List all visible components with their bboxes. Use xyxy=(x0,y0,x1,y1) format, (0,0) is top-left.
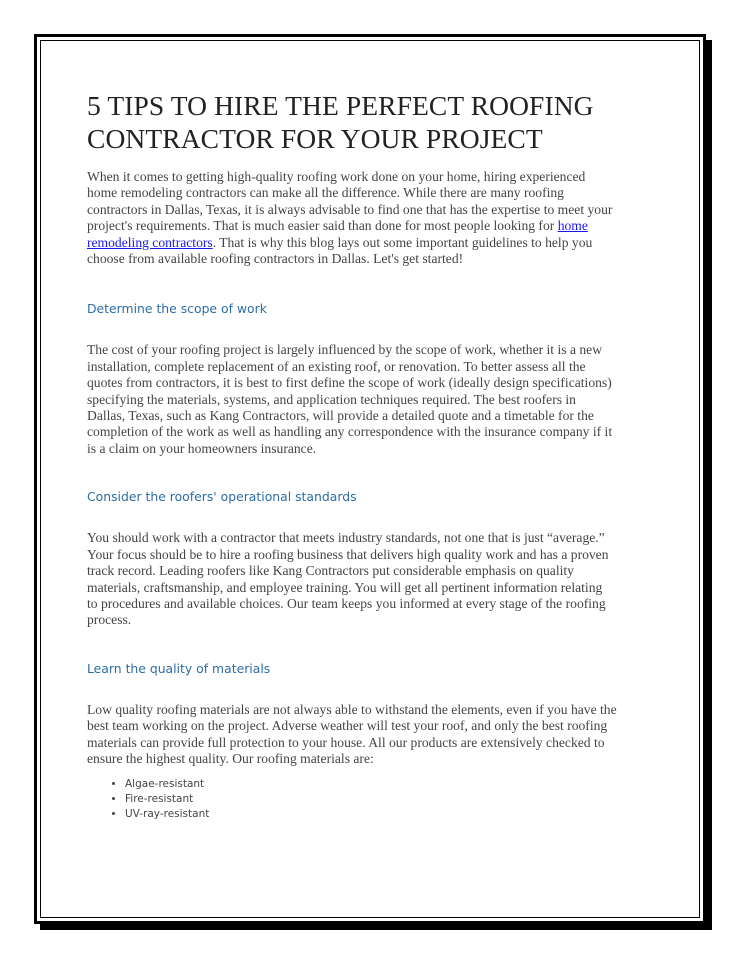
text-line: is a claim on your homeowners insurance. xyxy=(87,440,317,456)
section-paragraph xyxy=(87,530,667,628)
text-line: specifying the materials, systems, and application techniques required. The best roofers in xyxy=(87,391,576,407)
section-heading: Consider the roofers' operational standards xyxy=(87,489,357,505)
text-span: . That is why this blog lays out some important guidelines to help you xyxy=(212,234,593,250)
text-line: materials, craftsmanship, and employee training. You will get all pertinent information relating xyxy=(87,579,603,595)
text-line: track record. Leading roofers like Kang Contractors put considerable emphasis on quality xyxy=(87,563,574,579)
document-content xyxy=(87,89,667,822)
text-line: When it comes to getting high-quality roofing work done on your home, hiring experienced xyxy=(87,169,586,184)
section-heading: Determine the scope of work xyxy=(87,301,267,317)
list-item: • Fire-resistant xyxy=(125,792,667,807)
text-line: completion of the work as well as handling any correspondence with the insurance company if it xyxy=(87,424,613,440)
text-line: ensure the highest quality. Our roofing materials are: xyxy=(87,750,374,766)
list-item: • Algae-resistant xyxy=(125,777,667,792)
text-line: materials can provide full protection to your house. All our products are extensively checked to xyxy=(87,734,605,750)
intro-paragraph xyxy=(87,169,667,267)
document-page xyxy=(34,34,706,924)
text-line: process. xyxy=(87,612,132,628)
text-line: home remodeling contractors can make all the difference. While there are many roofing xyxy=(87,185,564,201)
text-line: to procedures and available choices. Our team keeps you informed at every stage of the roofing xyxy=(87,595,606,611)
text-line: Dallas, Texas, such as Kang Contractors, will provide a detailed quote and a timetable for the xyxy=(87,408,594,424)
title-line: 5 TIPS TO HIRE THE PERFECT ROOFING xyxy=(87,90,594,121)
text-line: Your focus should be to hire a roofing business that delivers high quality work and has a proven xyxy=(87,546,609,562)
text-line: Low quality roofing materials are not always able to withstand the elements, even if you have the xyxy=(87,701,617,717)
text-line xyxy=(87,235,667,251)
home-remodeling-link[interactable]: remodeling contractors xyxy=(87,234,213,250)
section-heading: Learn the quality of materials xyxy=(87,660,271,676)
list-item: • UV-ray-resistant xyxy=(125,807,667,822)
text-line: best team working on the project. Adverse weather will test your roof, and only the best roofing xyxy=(87,718,608,734)
text-line: The cost of your roofing project is largely influenced by the scope of work, whether it is a new xyxy=(87,342,603,358)
text-line: You should work with a contractor that meets industry standards, not one that is just “average.” xyxy=(87,530,605,546)
text-line: installation, complete replacement of an existing roof, or renovation. To better assess all the xyxy=(87,358,586,374)
section-paragraph xyxy=(87,702,667,768)
text-span: project's requirements. That is much easier said than done for most people looking for xyxy=(87,218,558,234)
title-line: CONTRACTOR FOR YOUR PROJECT xyxy=(87,123,543,154)
home-remodeling-link[interactable]: home xyxy=(557,218,588,234)
text-line: quotes from contractors, it is best to first define the scope of work (ideally design specifications) xyxy=(87,375,612,391)
section-paragraph xyxy=(87,342,667,457)
text-line: contractors in Dallas, Texas, it is always advisable to find one that has the expertise to meet your xyxy=(87,201,613,217)
text-line xyxy=(87,218,667,234)
page-title xyxy=(87,89,667,155)
materials-list xyxy=(87,777,667,822)
text-line: choose from available roofing contractors in Dallas. Let's get started! xyxy=(87,251,464,267)
